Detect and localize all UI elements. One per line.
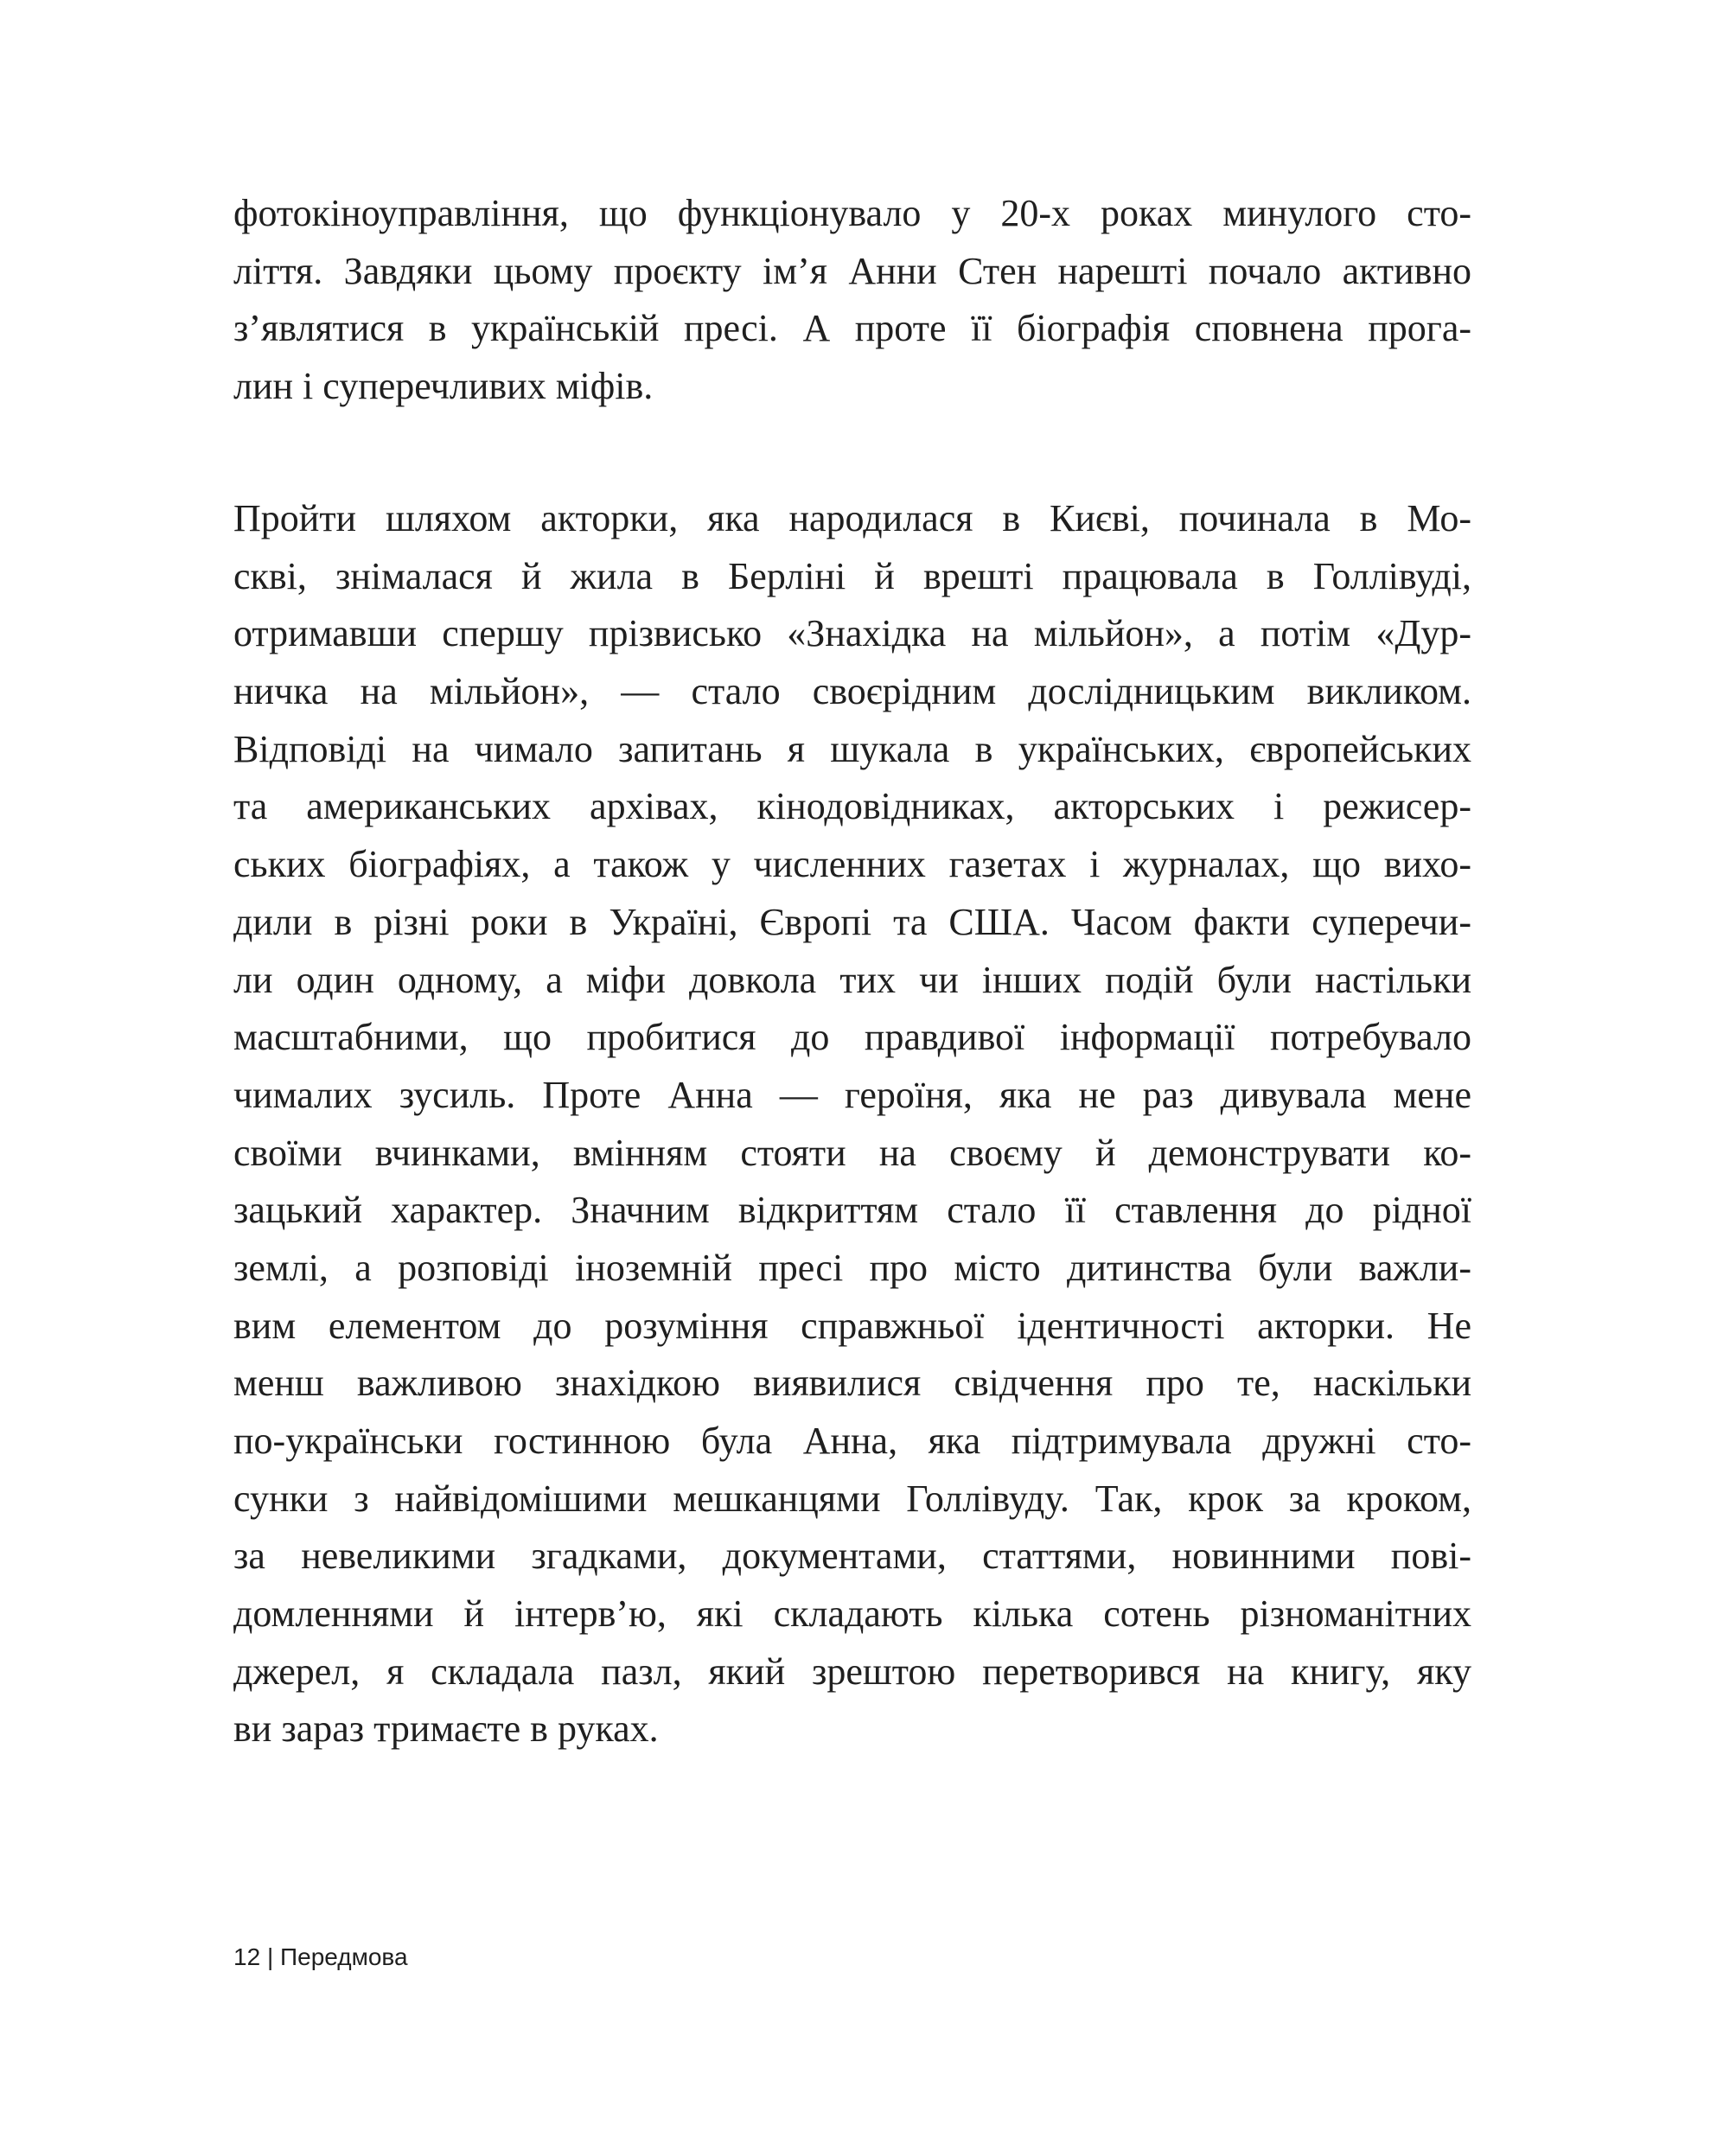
text-line: скві, знімалася й жила в Берліні й врешті працювала в Голлівуді, xyxy=(233,554,1471,597)
text-line: фотокіноуправління, що функціонувало у 20-х роках минулого сто- xyxy=(233,192,1471,234)
text-line: менш важливою знахідкою виявилися свідчення про те, наскільки xyxy=(233,1362,1471,1405)
text-line: сунки з найвідомішими мешканцями Голлівуду. Так, крок за кроком, xyxy=(233,1477,1471,1520)
text-line: дили в різні роки в Україні, Європі та США. Часом факти суперечи- xyxy=(233,900,1471,943)
text-line: за невеликими згадками, документами, статтями, новинними пові- xyxy=(233,1535,1471,1578)
text-line: домленнями й інтерв’ю, які складають кілька сотень різноманітних xyxy=(233,1592,1471,1636)
text-line: зацький характер. Значним відкриттям стало її ставлення до рідної xyxy=(233,1189,1471,1232)
section-title: Передмова xyxy=(280,1943,408,1970)
text-line: та американських архівах, кінодовідниках, акторських і режисер- xyxy=(233,785,1471,828)
text-line: по-українськи гостинною була Анна, яка підтримувала дружні сто- xyxy=(233,1420,1471,1462)
footer-separator: | xyxy=(266,1943,274,1970)
page-footer xyxy=(233,1943,408,1971)
page-number: 12 xyxy=(233,1943,261,1970)
text-line: з’являтися в українській пресі. А проте її біографія сповнена прога- xyxy=(233,307,1471,350)
text-line: ли один одному, а міфи довкола тих чи інших подій були настільки xyxy=(233,958,1471,1001)
paragraph-2 xyxy=(233,490,1471,1758)
paragraph-1 xyxy=(233,185,1471,416)
text-line: землі, а розповіді іноземній пресі про місто дитинства були важли- xyxy=(233,1246,1471,1289)
text-line: своїми вчинками, вмінням стояти на своєму й демонструвати ко- xyxy=(233,1131,1471,1174)
text-line: отримавши спершу прізвисько «Знахідка на мільйон», а потім «Дур- xyxy=(233,612,1471,655)
text-line: ви зараз тримаєте в руках. xyxy=(233,1707,659,1751)
text-line: ліття. Завдяки цьому проєкту ім’я Анни Стен нарешті почало активно xyxy=(233,249,1471,292)
text-line: масштабними, що пробитися до правдивої інформації потребувало xyxy=(233,1016,1471,1059)
text-line: Відповіді на чимало запитань я шукала в українських, європейських xyxy=(233,727,1471,770)
text-line: чималих зусиль. Проте Анна — героїня, яка не раз дивувала мене xyxy=(233,1073,1471,1116)
text-line: ських біографіях, а також у численних газетах і журналах, що вихо- xyxy=(233,843,1471,886)
text-line: лин і суперечливих міфів. xyxy=(233,365,654,408)
text-line: вим елементом до розуміння справжньої ідентичності акторки. Не xyxy=(233,1304,1471,1347)
text-line: ничка на мільйон», — стало своєрідним дослідницьким викликом. xyxy=(233,670,1471,713)
text-line: Пройти шляхом акторки, яка народилася в Києві, починала в Мо- xyxy=(233,497,1471,539)
text-line: джерел, я складала пазл, який зрештою перетворився на книгу, яку xyxy=(233,1649,1471,1693)
